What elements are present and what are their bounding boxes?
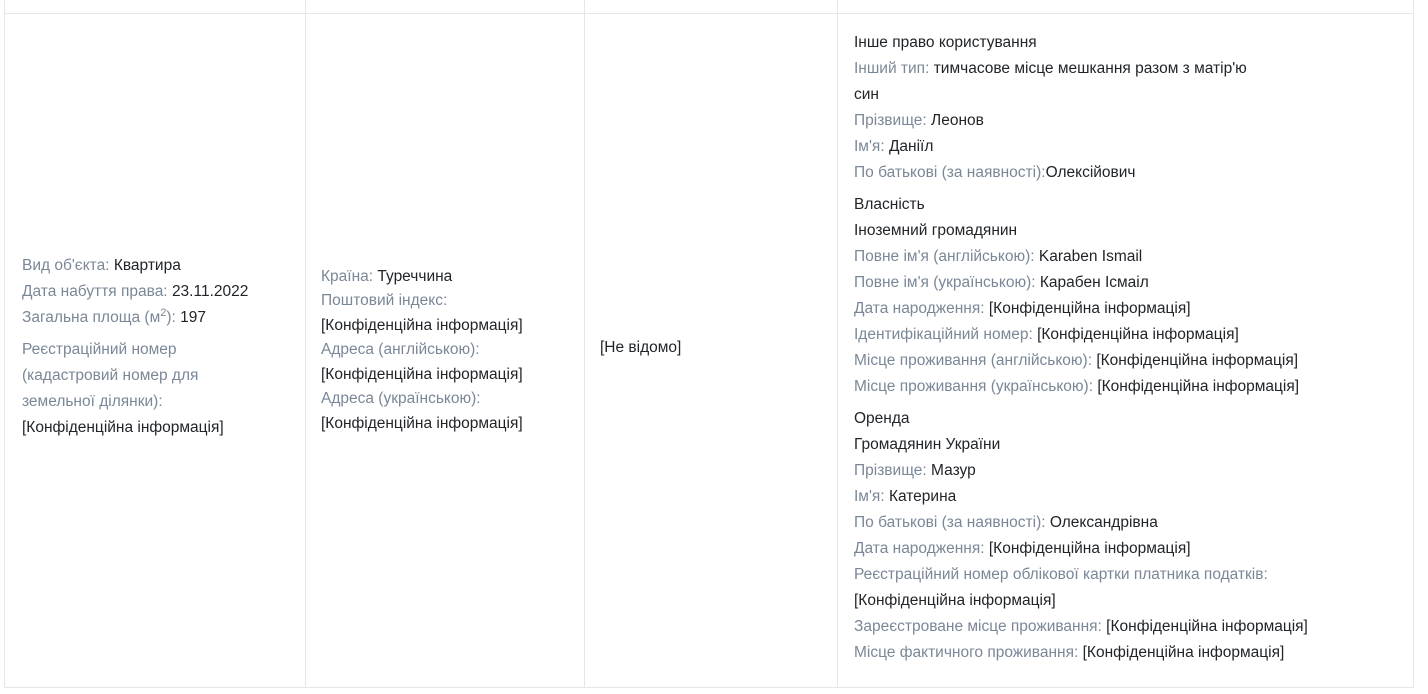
area-value: 197 [180, 309, 207, 326]
rights-holders-cell [854, 30, 1308, 665]
other-name-value: Даніїл [888, 138, 934, 155]
rent-actual-row [854, 641, 1308, 665]
rent-actual-label: Місце фактичного проживання: [854, 644, 1079, 661]
rent-tax-value: [Конфіденційна інформація] [854, 592, 1056, 609]
acquired-date-label: Дата набуття права: [22, 283, 168, 300]
rent-surname-row [854, 459, 1308, 483]
owner-birth-value: [Конфіденційна інформація] [988, 300, 1191, 317]
other-patronymic-row [854, 161, 1308, 185]
unknown-cell [600, 336, 681, 360]
fullname-en-label: Повне ім'я (англійською): [854, 248, 1035, 265]
owner-residence-uk-row [854, 375, 1308, 399]
acquired-date-value: 23.11.2022 [171, 283, 249, 300]
object-type-label: Вид об'єкта: [22, 257, 110, 274]
row-top-border [4, 13, 1414, 14]
rent-registered-label: Зареєстроване місце проживання: [854, 618, 1102, 635]
object-type-row [22, 254, 248, 278]
other-type-label: Інший тип: [854, 60, 930, 77]
area-label: Загальна площа $(м^2)$: [22, 306, 176, 326]
rent-birth-row [854, 537, 1308, 561]
owner-id-row [854, 323, 1308, 347]
owner-birth-label: Дата народження: [854, 300, 985, 317]
rent-name-value: Катерина [888, 488, 957, 505]
col-border-3 [837, 0, 838, 688]
owner-residence-en-label: Місце проживання (англійською): [854, 352, 1093, 369]
rent-actual-value: [Конфіденційна інформація] [1082, 644, 1285, 661]
country-label: Країна: [321, 268, 374, 285]
acquired-date-row [22, 280, 248, 304]
unknown-value: [Не відомо] [600, 339, 682, 356]
rent-subtitle: Громадянин України [854, 436, 1001, 453]
address-cell [321, 265, 523, 436]
ownership-subtitle: Іноземний громадянин [854, 222, 1018, 239]
rent-patronymic-row [854, 511, 1308, 535]
reg-number-label-2: (кадастровий номер для [22, 367, 199, 384]
object-info-cell [22, 254, 248, 440]
fullname-en-row [854, 245, 1308, 269]
owner-residence-en-row [854, 349, 1308, 373]
other-surname-value: Леонов [931, 112, 984, 129]
fullname-uk-value: Карабен Ісмаіл [1039, 274, 1149, 291]
row-bottom-border [4, 687, 1414, 688]
rent-registered-row [854, 615, 1308, 639]
rent-patronymic-label: По батькові (за наявності): [854, 514, 1046, 531]
rent-name-row [854, 485, 1308, 509]
reg-number-label-1: Реєстраційний номер [22, 341, 177, 358]
ownership-block [854, 193, 1308, 399]
other-patronymic-value: Олексійович [1045, 164, 1136, 181]
address-en-label: Адреса (англійською): [321, 341, 480, 358]
other-type-value: тимчасове місце мешкання разом з матір'ю [933, 60, 1247, 77]
rent-patronymic-value: Олександрівна [1049, 514, 1158, 531]
reg-number-value: [Конфіденційна інформація] [22, 419, 224, 436]
fullname-uk-row [854, 271, 1308, 295]
owner-id-value: [Конфіденційна інформація] [1037, 326, 1239, 343]
other-patronymic-label: По батькові (за наявності): [854, 164, 1046, 181]
other-right-title: Інше право користування [854, 34, 1037, 51]
ownership-title: Власність [854, 196, 925, 213]
rent-name-label: Ім'я: [854, 488, 885, 505]
fullname-en-value: Karaben Ismail [1038, 248, 1143, 265]
rent-title: Оренда [854, 410, 910, 427]
owner-id-label: Ідентифікаційний номер: [854, 326, 1033, 343]
rent-birth-label: Дата народження: [854, 540, 985, 557]
rent-registered-value: [Конфіденційна інформація] [1106, 618, 1308, 635]
object-type-value: Квартира [113, 257, 181, 274]
reg-number-label-3: земельної ділянки): [22, 393, 163, 410]
address-en-value: [Конфіденційна інформація] [321, 366, 523, 383]
rent-surname-label: Прізвище: [854, 462, 927, 479]
rent-block [854, 407, 1308, 665]
other-type-row [854, 57, 1308, 81]
other-surname-row [854, 109, 1308, 133]
postal-value: [Конфіденційна інформація] [321, 317, 523, 334]
col-border-1 [305, 0, 306, 688]
col-border-2 [584, 0, 585, 688]
address-uk-value: [Конфіденційна інформація] [321, 415, 523, 432]
owner-residence-uk-value: [Конфіденційна інформація] [1097, 378, 1300, 395]
country-row [321, 265, 523, 289]
other-right-block [854, 31, 1308, 185]
col-border-right [1413, 0, 1414, 688]
address-uk-label: Адреса (українською): [321, 390, 481, 407]
other-surname-label: Прізвище: [854, 112, 927, 129]
col-border-left [4, 0, 5, 688]
rent-birth-value: [Конфіденційна інформація] [988, 540, 1191, 557]
postal-label: Поштовий індекс: [321, 292, 448, 309]
other-type-value-cont: син [854, 86, 879, 103]
other-name-row [854, 135, 1308, 159]
rent-surname-value: Мазур [931, 462, 976, 479]
owner-birth-row [854, 297, 1308, 321]
fullname-uk-label: Повне ім'я (українською): [854, 274, 1036, 291]
owner-residence-uk-label: Місце проживання (українською): [854, 378, 1094, 395]
rent-tax-label: Реєстраційний номер облікової картки платника податків: [854, 566, 1268, 583]
owner-residence-en-value: [Конфіденційна інформація] [1096, 352, 1299, 369]
country-value: Туреччина [377, 268, 453, 285]
area-row [22, 306, 248, 330]
other-name-label: Ім'я: [854, 138, 885, 155]
